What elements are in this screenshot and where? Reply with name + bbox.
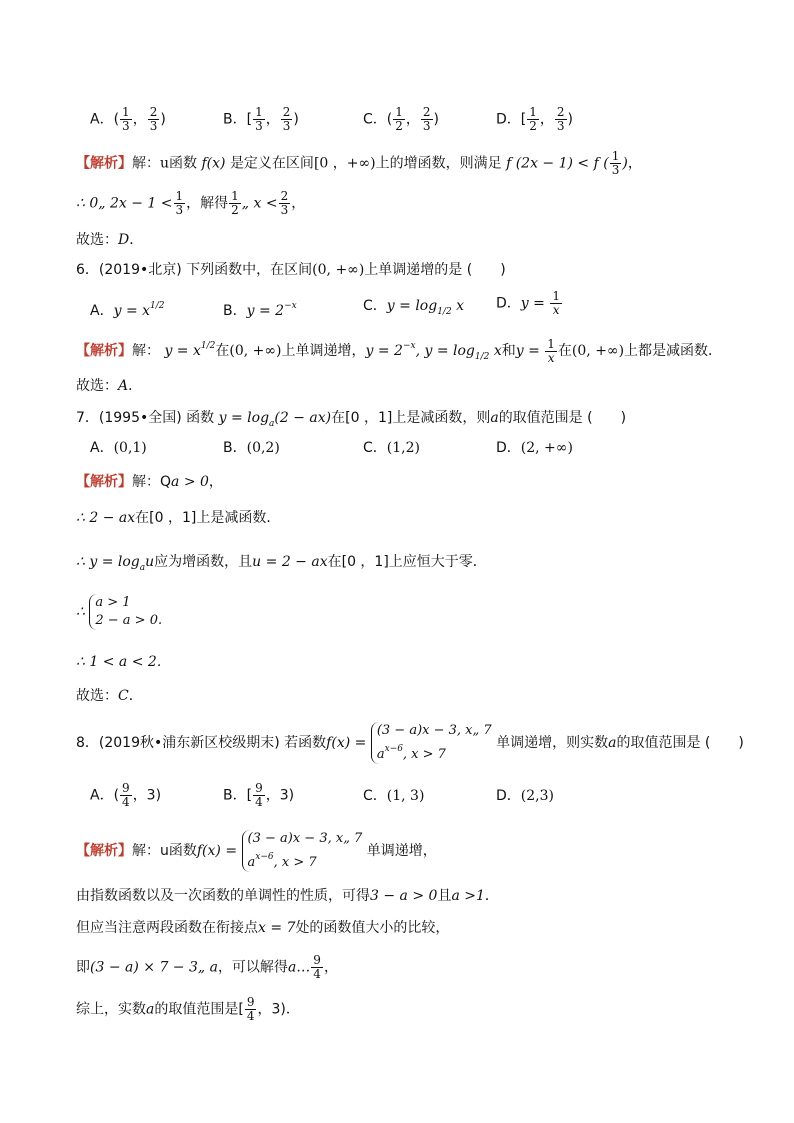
q7-solution-line2: ∴ 2 − ax在[0 ，1]上是减函数． bbox=[76, 510, 281, 526]
q6-solution: 【解析】解： $y = x^{1/2}$在(0, +∞)上单调递增，$y = 2^{-x}$, $y = \log_{1/2} x$和y = $\frac{1}{x}$ 在(0, +∞)上都是减函数． bbox=[76, 336, 723, 365]
q7-solution-line1: 【解析】解：Qa > 0， bbox=[76, 474, 223, 490]
q7-option-a: A．(0,1) bbox=[90, 440, 147, 456]
q8-solution-line5: 综上，实数a的取值范围是[ $\frac{9}{4}$ ，3)． bbox=[76, 995, 300, 1023]
q7-option-d: D．(2, +∞) bbox=[496, 440, 573, 456]
q6-stem: 6．(2019•北京) 下列函数中，在区间(0, +∞)上单调递增的是 ( ) bbox=[76, 262, 506, 278]
q7-solution-result: ∴ 1 < a < 2． bbox=[76, 654, 171, 670]
q7-option-b: B．(0,2) bbox=[223, 440, 280, 456]
q8-option-a: A．( $\frac{9}{4}$ ，3) bbox=[90, 781, 162, 809]
q8-solution-line2: 由指数函数以及一次函数的单调性的性质，可得3 − a > 0且a >1． bbox=[76, 888, 499, 904]
q8-option-c: C．(1, 3) bbox=[363, 788, 425, 804]
q5-option-b: B．[ $\frac{1}{3}$ ， $\frac{2}{3}$ ) bbox=[223, 105, 299, 133]
q8-stem: 8．(2019秋•浦东新区校级期末) 若函数f(x) = (3 − a)x − 3, x„ 7 $a^{x-6}$, x > 7 单调递增，则实数a的取值范围是 ( ) bbox=[76, 723, 744, 762]
q7-solution-line3: ∴ $y = \log_au$应为增函数，且u = 2 − ax在[0 ，1]上应恒大于零． bbox=[76, 554, 487, 573]
q7-solution-system: ∴ a > 1 2 − a > 0. bbox=[76, 595, 163, 628]
q5-option-d: D．[ $\frac{1}{2}$ ， $\frac{2}{3}$ ) bbox=[496, 105, 573, 133]
q8-solution-line3: 但应当注意两段函数在衔接点x = 7处的函数值大小的比较， bbox=[76, 920, 450, 936]
q6-answer: 故选：A． bbox=[76, 378, 143, 394]
q6-option-b: B．$y = 2^{-x}$ bbox=[223, 301, 297, 319]
q5-solution-line2: ∴ 0„ 2x − 1 < $\frac{1}{3}$ ，解得 $\frac{1}{2}$ „ x < $\frac{2}{3}$ ， bbox=[76, 189, 306, 217]
q6-option-c: C．$y = \log_{1/2} x$ bbox=[363, 298, 465, 317]
q8-solution-line1: 【解析】解：u函数f(x) = (3 − a)x − 3, x„ 7 $a^{x-6}$, x > 7 单调递增， bbox=[76, 831, 437, 870]
q5-answer: 故选：D． bbox=[76, 232, 144, 248]
q8-solution-line4: 即(3 − a) × 7 − 3„ a，可以解得a… $\frac{9}{4}$ ， bbox=[76, 953, 338, 981]
q8-option-b: B．[ $\frac{9}{4}$ ，3) bbox=[223, 781, 295, 809]
q6-option-d: D．y = $\frac{1}{x}$ bbox=[496, 289, 560, 317]
q5-option-c: C．( $\frac{1}{2}$ ， $\frac{2}{3}$ ) bbox=[363, 105, 439, 133]
q6-option-a: A．$y = x^{1/2}$ bbox=[90, 301, 165, 319]
q8-option-d: D．(2,3) bbox=[496, 788, 554, 804]
q7-option-c: C．(1,2) bbox=[363, 440, 420, 456]
q7-answer: 故选：C． bbox=[76, 688, 143, 704]
q5-option-a: A．( $\frac{1}{3}$ ， $\frac{2}{3}$ ) bbox=[90, 105, 166, 133]
q5-solution-line1: 【解析】解：u函数 f(x) 是定义在区间[0 ，+∞)上的增函数，则满足 f (2x − 1) < f ( $\frac{1}{3}$ )， bbox=[76, 149, 642, 177]
q7-stem: 7．(1995•全国) 函数 $y = \log_a(2 - ax)$在[0 ，1]上是减函数，则a的取值范围是 ( ) bbox=[76, 410, 627, 429]
